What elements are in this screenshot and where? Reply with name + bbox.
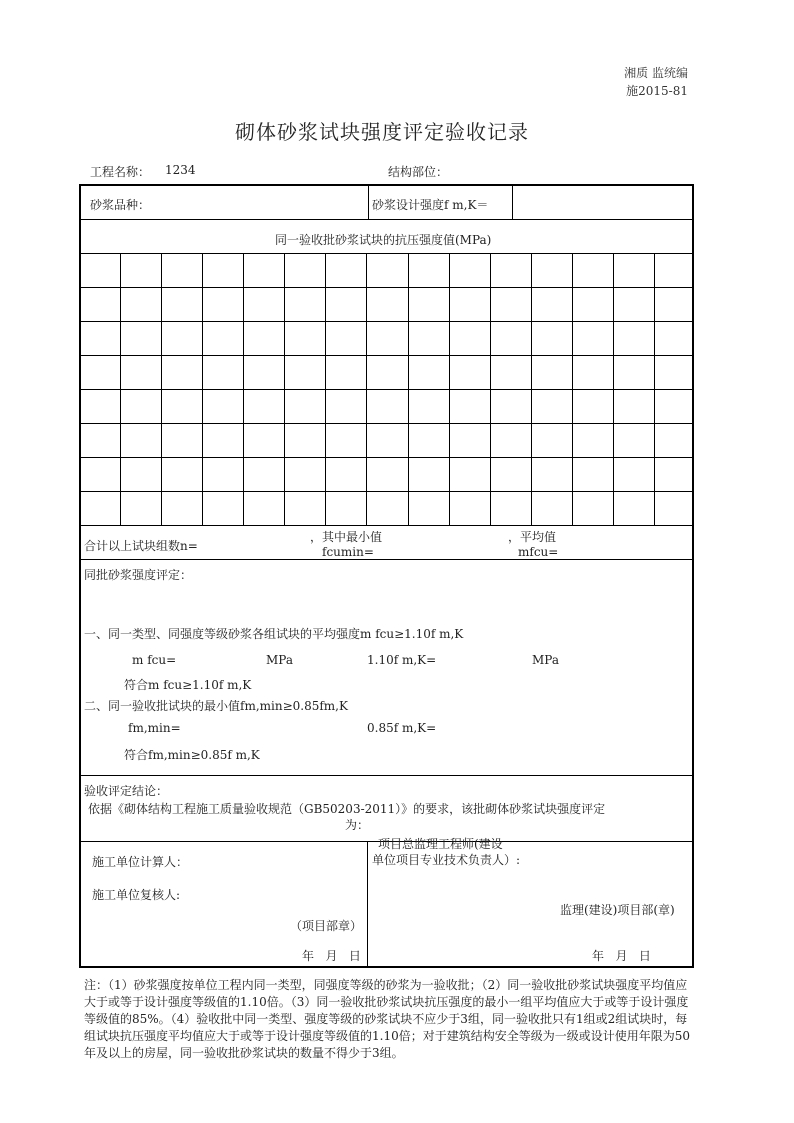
rule-1-unit-1: MPa bbox=[266, 653, 293, 667]
rule bbox=[79, 559, 694, 560]
evaluation-heading: 同批砂浆强度评定： bbox=[84, 568, 193, 582]
rule-1-text: 一、同一类型、同强度等级砂浆各组试块的平均强度m fcu≥1.10f m,K bbox=[84, 627, 464, 641]
min-value-symbol: fcumin= bbox=[322, 545, 374, 559]
grid-title: 同一验收批砂浆试块的抗压强度值(MPa) bbox=[275, 233, 492, 247]
right-date: 年 月 日 bbox=[592, 949, 651, 963]
form-code-line1: 湘质 监统编 bbox=[624, 66, 688, 80]
supervisor-label-line2: 单位项目专业技术负责人）: bbox=[372, 853, 521, 867]
rule-1-mfcu: m fcu= bbox=[132, 653, 177, 667]
rule bbox=[367, 841, 368, 967]
supervision-dept-stamp-label: 监理(建设)项目部(章) bbox=[560, 903, 675, 917]
reviewer-label: 施工单位复核人: bbox=[92, 888, 181, 902]
structure-part-label: 结构部位： bbox=[388, 165, 449, 179]
rule bbox=[79, 775, 694, 776]
project-name-value[interactable]: 1234 bbox=[165, 163, 196, 177]
conclusion-heading: 验收评定结论： bbox=[84, 784, 169, 798]
rule-2-conformity: 符合fm,min≥0.85f m,K bbox=[124, 748, 260, 762]
rule bbox=[512, 185, 513, 219]
rule bbox=[79, 219, 694, 220]
form-code-line2: 施2015-81 bbox=[626, 84, 688, 98]
design-strength-label: 砂浆设计强度f m,K＝ bbox=[372, 198, 489, 212]
avg-value-symbol: mfcu= bbox=[518, 545, 559, 559]
footnote: 注：（1）砂浆强度按单位工程内同一类型，同强度等级的砂浆为一验收批；（2）同一验收批砂浆试块强度平均值应大于或等于设计强度等级值的1.10倍。（3）同一验收批砂浆试块抗压强度的最小一组平均值应大于或等于设计强度等级值的85%。（4）验收批中同一类型、强度等级的砂浆试块不应少于3组，同一验收批只有1组或2组试块时，每组试块抗压强度平均值应大于或等于设计强度等级值的1.10倍；对于建筑结构安全等级为一级或设计使用年限为50年及以上的房屋，同一验收批砂浆试块的数量不得少于3组。 bbox=[84, 978, 690, 1060]
supervisor-label-line1: 项目总监理工程师(建设 bbox=[378, 837, 503, 851]
project-name-label: 工程名称： bbox=[90, 165, 151, 179]
total-groups-label: 合计以上试块组数n= bbox=[84, 539, 198, 553]
rule bbox=[368, 185, 369, 219]
rule-1-unit-2: MPa bbox=[532, 653, 559, 667]
min-value-label: ，其中最小值 bbox=[310, 530, 383, 544]
rule-1-110fmk: 1.10f m,K= bbox=[367, 653, 437, 667]
page-title: 砌体砂浆试块强度评定验收记录 bbox=[235, 120, 529, 144]
design-strength-value-cell[interactable] bbox=[514, 186, 692, 218]
rule-2-fmmin: fm,min= bbox=[128, 721, 181, 735]
rule-2-085fmk: 0.85f m,K= bbox=[367, 721, 437, 735]
strength-value-grid[interactable] bbox=[79, 253, 694, 526]
project-dept-stamp-label: （项目部章） bbox=[290, 919, 363, 933]
conclusion-result-label: 为： bbox=[345, 818, 370, 832]
avg-value-label: ，平均值 bbox=[508, 530, 557, 544]
rule-1-conformity: 符合m fcu≥1.10f m,K bbox=[124, 678, 252, 692]
calculator-label: 施工单位计算人： bbox=[92, 855, 189, 869]
rule-2-text: 二、同一验收批试块的最小值fm,min≥0.85fm,K bbox=[84, 699, 348, 713]
conclusion-text: 依据《砌体结构工程施工质量验收规范（GB50203-2011）》的要求，该批砌体砂浆试块强度评定 bbox=[88, 802, 606, 816]
left-date: 年 月 日 bbox=[302, 949, 361, 963]
mortar-variety-label: 砂浆品种： bbox=[90, 198, 151, 212]
